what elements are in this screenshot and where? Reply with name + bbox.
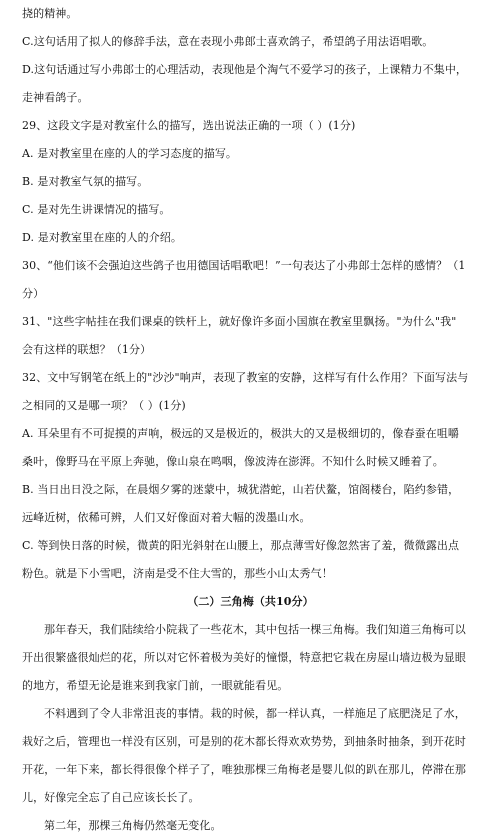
paragraph-line: 不料遇到了令人非常沮丧的事情。栽的时候，都一样认真，一样施足了底肥浇足了水， bbox=[44, 707, 466, 720]
option-a: A. 是对教室里在座的人的学习态度的描写。 bbox=[22, 147, 238, 160]
option-b: B. 是对教室气氛的描写。 bbox=[22, 175, 149, 188]
question-31: 31、"这些字帖挂在我们课桌的铁杆上，就好像许多面小国旗在教室里飘扬。"为什么"我" bbox=[22, 315, 457, 328]
option-a: A. 耳朵里有不可捉摸的声响，极远的又是极近的，极洪大的又是极细切的，像春蚕在咀嚼 bbox=[22, 427, 460, 440]
text-line: 之相同的又是哪一项？（ ）(1分) bbox=[22, 399, 186, 412]
paragraph-line: 开出很繁盛很灿烂的花，所以对它怀着极为美好的憧憬，特意把它栽在房屋山墙边极为显眼 bbox=[22, 651, 466, 664]
question-30: 30、“他们该不会强迫这些鸽子也用德国话唱歌吧！”一句表达了小弗郎士怎样的感情？（1 bbox=[22, 259, 466, 272]
paragraph-line: 第二年，那棵三角梅仍然毫无变化。 bbox=[44, 819, 222, 832]
option-b: B. 当日出日没之际，在晨烟夕雾的迷蒙中，城犹潜蛇，山若伏鳌，馆阁楼台，陷约参错， bbox=[22, 483, 460, 496]
option-d: D. 是对教室里在座的人的介绍。 bbox=[22, 231, 183, 244]
text-line: 挠的精神。 bbox=[22, 7, 78, 20]
paragraph-line: 儿，好像完全忘了自己应该长长了。 bbox=[22, 791, 200, 804]
paragraph-line: 的地方，希望无论是谁来到我家门前，一眼就能看见。 bbox=[22, 679, 289, 692]
paragraph-line: 开花，一年下来，都长得很像个样子了，唯独那棵三角梅老是婴儿似的趴在那儿，停滞在那 bbox=[22, 763, 466, 776]
question-32: 32、文中写钢笔在纸上的"沙沙"响声，表现了教室的安静，这样写有什么作用？下面写法与 bbox=[22, 371, 469, 384]
text-line: 会有这样的联想？（1分） bbox=[22, 343, 152, 356]
option-d: D.这句话通过写小弗郎士的心理活动，表现他是个淘气不爱学习的孩子，上课精力不集中， bbox=[22, 63, 468, 76]
text-line: 粉色。就是下小雪吧，济南是受不住大雪的，那些小山太秀气！ bbox=[22, 567, 333, 580]
text-line: 分） bbox=[22, 287, 45, 300]
option-c: C. 等到快日落的时候，微黄的阳光斜射在山腰上，那点薄雪好像忽然害了羞，微微露出点 bbox=[22, 539, 460, 552]
paragraph-line: 栽好之后，管理也一样没有区别，可是别的花木都长得欢欢势势，到抽条时抽条，到开花时 bbox=[22, 735, 466, 748]
text-line: 桑叶，像野马在平原上奔驰，像山泉在鸣咽，像波涛在澎湃。不知什么时候又睡着了。 bbox=[22, 455, 444, 468]
text-line: 走神看鸽子。 bbox=[22, 91, 89, 104]
paragraph-line: 那年春天，我们陆续给小院栽了一些花木，其中包括一棵三角梅。我们知道三角梅可以 bbox=[44, 623, 466, 636]
section-title: （二）三角梅（共10分） bbox=[187, 595, 314, 608]
question-29: 29、这段文字是对教室什么的描写，选出说法正确的一项（ ）(1分) bbox=[22, 119, 356, 132]
option-c: C. 是对先生讲课情况的描写。 bbox=[22, 203, 171, 216]
text-line: 远峰近树，依稀可辨，人们又好像面对着大幅的泼墨山水。 bbox=[22, 511, 311, 524]
option-c: C.这句话用了拟人的修辞手法，意在表现小弗郎士喜欢鸽子，希望鸽子用法语唱歌。 bbox=[22, 35, 434, 48]
